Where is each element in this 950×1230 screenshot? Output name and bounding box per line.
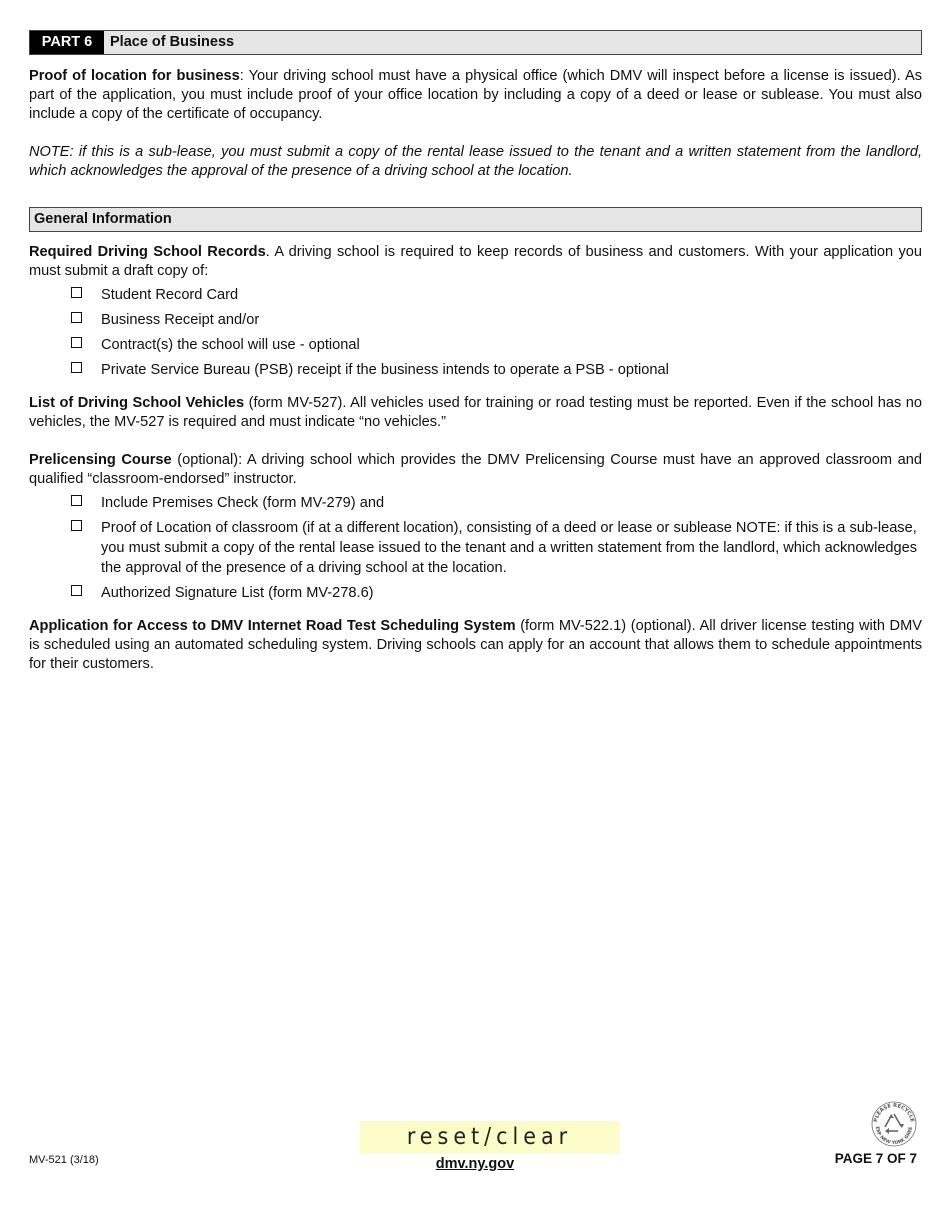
prelicensing-heading: Prelicensing Course — [29, 451, 172, 468]
checkbox[interactable] — [71, 520, 82, 531]
recycle-top-text: PLEASE RECYCLE — [873, 1102, 915, 1123]
page-number: PAGE 7 OF 7 — [834, 1151, 917, 1166]
recycle-bottom-text: EEP NEW YORK GREE — [873, 1126, 915, 1147]
general-info-header — [29, 207, 922, 232]
svg-text:PLEASE RECYCLE — [873, 1103, 915, 1123]
prelicensing-checklist — [29, 493, 922, 603]
checklist-item: Business Receipt and/or — [71, 310, 922, 330]
part6-header — [29, 30, 922, 55]
vehicles-text: (form MV-527). All vehicles used for training or road testing must be reported. Even if the school has no vehicles, the MV-527 is required and must indicate “no vehicles.” — [29, 394, 923, 430]
checklist-item: Authorized Signature List (form MV-278.6) — [71, 583, 922, 603]
vehicles-heading: List of Driving School Vehicles — [29, 394, 245, 411]
form-page — [29, 30, 922, 674]
checkbox[interactable] — [71, 337, 82, 348]
vehicles-paragraph — [29, 394, 922, 432]
dmv-website-link[interactable]: dmv.ny.gov — [435, 1156, 515, 1172]
form-number: MV-521 (3/18) — [29, 1154, 99, 1166]
prelicensing-text: (optional): A driving school which provides the DMV Prelicensing Course must have an approved classroom and qualified “classroom-endorsed” instructor. — [29, 451, 922, 487]
checklist-item: Private Service Bureau (PSB) receipt if the business intends to operate a PSB - optional — [71, 360, 922, 380]
records-heading: Required Driving School Records — [29, 243, 266, 260]
records-text: . A driving school is required to keep records of business and customers. With your application you must submit a draft copy of: — [29, 243, 923, 279]
checkbox[interactable] — [71, 312, 82, 323]
part-title: Place of Business — [110, 34, 235, 51]
recycle-logo-icon — [870, 1100, 918, 1148]
checkbox[interactable] — [71, 287, 82, 298]
access-paragraph — [29, 617, 922, 674]
records-paragraph — [29, 243, 922, 281]
checklist-item: Include Premises Check (form MV-279) and — [71, 493, 922, 513]
proof-heading: Proof of location for business — [29, 68, 240, 84]
checklist-item: Student Record Card — [71, 285, 922, 305]
checkbox[interactable] — [71, 495, 82, 506]
checkbox[interactable] — [71, 585, 82, 596]
proof-text: : Your driving school must have a physical office (which DMV will inspect before a license is issued). As part of the application, you must include proof of your office location by including a copy of a deed or lease or sublease. You must also include a copy of the certificate of occupancy. — [29, 68, 922, 122]
reset-clear-button[interactable]: reset/clear — [360, 1121, 619, 1154]
checklist-item: Contract(s) the school will use - optional — [71, 335, 922, 355]
general-info-title: General Information — [34, 210, 172, 227]
access-heading: Application for Access to DMV Internet Road Test Scheduling System — [29, 617, 516, 634]
prelicensing-paragraph — [29, 451, 922, 489]
part-number: PART 6 — [30, 31, 104, 54]
records-checklist — [29, 285, 922, 380]
proof-paragraph — [29, 67, 922, 124]
access-text: (form MV-522.1) (optional). All driver license testing with DMV is scheduled using an automated scheduling system. Driving schools can apply for an account that allows them to schedule appointments for their customers. — [29, 617, 922, 672]
checkbox[interactable] — [71, 362, 82, 373]
checklist-item: Proof of Location of classroom (if at a different location), consisting of a deed or lease or sublease NOTE: if this is a sub-lease, you must submit a copy of the rental lease issued to the tenant and a written statement from the landlord, which acknowledges the approval of the presence of a driving school at the location. — [71, 518, 922, 578]
sublease-note: NOTE: if this is a sub-lease, you must submit a copy of the rental lease issued to the tenant and a written statement from the landlord, which acknowledges the approval of the presence of a driving school at the location. — [29, 143, 922, 179]
